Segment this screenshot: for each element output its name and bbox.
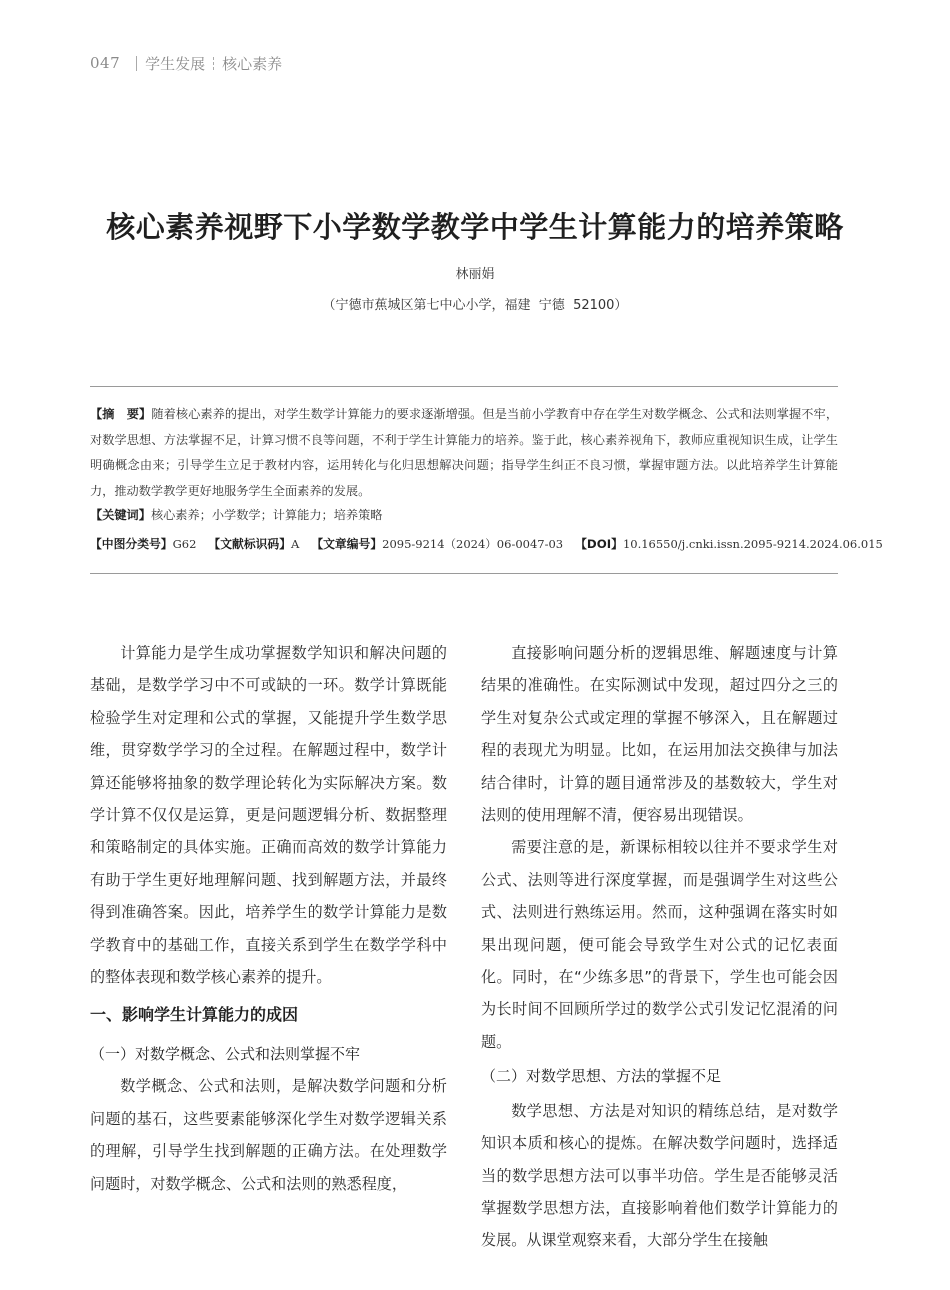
article-author: 林丽娟 [455,267,495,282]
body-paragraph: 数学概念、公式和法则，是解决数学问题和分析问题的基石，这些要素能够深化学生对数学逻辑关系的理解，引导学生找到解题的正确方法。在处理数学问题时，对数学概念、公式和法则的熟悉程度， [90,1077,447,1193]
body-paragraph: 数学思想、方法是对知识的精练总结，是对数学知识本质和核心的提炼。在解决数学问题时，选择适当的数学思想方法可以事半功倍。学生是否能够灵活掌握数学思想方法，直接影响着他们数学计算能力的发展。从课堂观察来看，大部分学生在接触 [481,1101,838,1250]
clc-value: G62 [172,537,197,551]
body-paragraph: 直接影响问题分析的逻辑思维、解题速度与计算结果的准确性。在实际测试中发现，超过四分之三的学生对复杂公式或定理的掌握不够深入，且在解题过程的表现尤为明显。比如，在运用加法交换律与加法结合律时，计算的题目通常涉及的基数较大，学生对法则的使用理解不清，便容易出现错误。 [481,644,838,825]
body-paragraph: 计算能力是学生成功掌握数学知识和解决问题的基础，是数学学习中不可或缺的一环。数学计算既能检验学生对定理和公式的掌握，又能提升学生数学思维，贯穿数学学习的全过程。在解题过程中，数学计算还能够将抽象的数学理论转化为实际解决方案。数学计算不仅仅是运算，更是问题逻辑分析、数据整理和策略制定的具体实施。正确而高效的数学计算能力有助于学生更好地理解问题、找到解题方法，并最终得到准确答案。因此，培养学生的数学计算能力是数学教育中的基础工作，直接关系到学生在数学学科中的整体表现和数学核心素养的提升。 [90,644,447,987]
keywords [90,506,383,523]
abstract-text: 随着核心素养的提出，对学生数学计算能力的要求逐渐增强。但是当前小学教育中存在学生对数学概念、公式和法则掌握不牢，对数学思想、方法掌握不足，计算习惯不良等问题，不利于学生计算能力的培养。鉴于此，核心素养视角下，教师应重视知识生成，让学生明确概念由来；引导学生立足于教材内容，运用转化与化归思想解决问题；指导学生纠正不良习惯，掌握审题方法。以此培养学生计算能力，推动数学教学更好地服务学生全面素养的发展。 [90,407,839,498]
header-divider [136,56,137,71]
article-title: 核心素养视野下小学数学教学中学生计算能力的培养策略 [106,210,844,244]
abstract-label: 【摘 要】 [90,407,152,421]
article-no-value: 2095-9214（2024）06-0047-03 [382,537,564,551]
header-section: 学生发展 [145,54,206,73]
running-header [90,52,282,74]
body-paragraph: 需要注意的是，新课标相较以往并不要求学生对公式、法则等进行深度掌握，而是强调学生对这些公式、法则进行熟练运用。然而，这种强调在落实时如果出现问题，便可能会导致学生对公式的记忆表面化。同时，在“少练多思”的背景下，学生也可能会因为长时间不回顾所学过的数学公式引发记忆混淆的问题。 [481,838,838,1051]
subsection-heading: （二）对数学思想、方法的掌握不足 [481,1067,722,1086]
classification-line [90,535,883,552]
abstract-top-rule [90,386,838,387]
body-column-left [90,637,447,1200]
header-subsection: 核心素养 [222,54,283,73]
page-number: 047 [90,54,121,72]
article-no-label: 【文章编号】 [311,537,383,551]
keywords-label: 【关键词】 [90,508,151,522]
doi-value: 10.16550/j.cnki.issn.2095-9214.2024.06.015 [622,537,883,551]
abstract [90,402,838,504]
clc-label: 【中图分类号】 [90,537,173,551]
keywords-text: 核心素养；小学数学；计算能力；培养策略 [150,508,383,522]
doc-code-value: A [291,537,300,551]
article-affiliation: （宁德市蕉城区第七中心小学，福建 宁德 52100） [322,298,628,313]
body-column-right [481,637,838,1257]
doc-code-label: 【文献标识码】 [208,537,292,551]
subsection-heading: （一）对数学概念、公式和法则掌握不牢 [90,1044,361,1063]
doi-label: 【DOI】 [575,537,623,551]
section-heading: 一、影响学生计算能力的成因 [90,1005,299,1025]
header-dashed-divider [213,57,214,70]
abstract-bottom-rule [90,573,838,574]
